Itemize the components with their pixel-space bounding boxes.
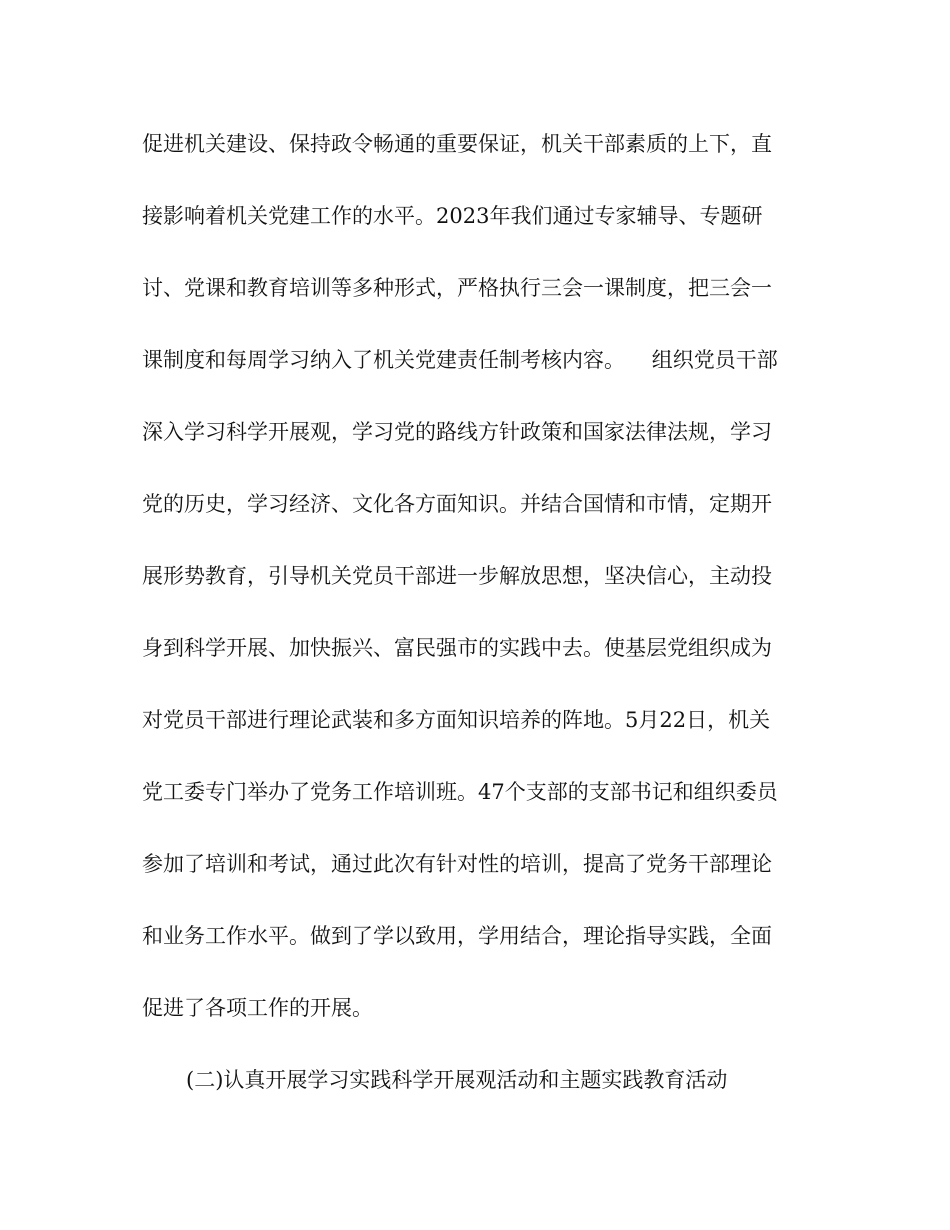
paragraph-line: 展形势教育，引导机关党员干部进一步解放思想，坚决信心，主动投 (142, 564, 772, 588)
paragraph-line: 党的历史，学习经济、文化各方面知识。并结合国情和市情，定期开 (142, 492, 772, 516)
paragraph-line: 参加了培训和考试，通过此次有针对性的培训，提高了党务干部理论 (142, 852, 772, 876)
paragraph-line: 促进了各项工作的开展。 (142, 996, 373, 1020)
section-heading: (二)认真开展学习实践科学开展观活动和主题实践教育活动 (186, 1068, 728, 1092)
paragraph-line: 党工委专门举办了党务工作培训班。47个支部的支部书记和组织委员 (142, 780, 778, 804)
paragraph-line: 深入学习科学开展观，学习党的路线方针政策和国家法律法规，学习 (142, 420, 772, 444)
paragraph-line: 课制度和每周学习纳入了机关党建责任制考核内容。 组织党员干部 (142, 348, 778, 372)
paragraph-line: 讨、党课和教育培训等多种形式，严格执行三会一课制度，把三会一 (142, 276, 772, 300)
paragraph-line: 促进机关建设、保持政令畅通的重要保证，机关干部素质的上下，直 (142, 132, 772, 156)
paragraph-line: 接影响着机关党建工作的水平。2023年我们通过专家辅导、专题研 (142, 204, 763, 228)
paragraph-line: 对党员干部进行理论武装和多方面知识培养的阵地。5月22日，机关 (142, 708, 771, 732)
paragraph-line: 和业务工作水平。做到了学以致用，学用结合，理论指导实践，全面 (142, 924, 772, 948)
paragraph-line: 身到科学开展、加快振兴、富民强市的实践中去。使基层党组织成为 (142, 636, 772, 660)
